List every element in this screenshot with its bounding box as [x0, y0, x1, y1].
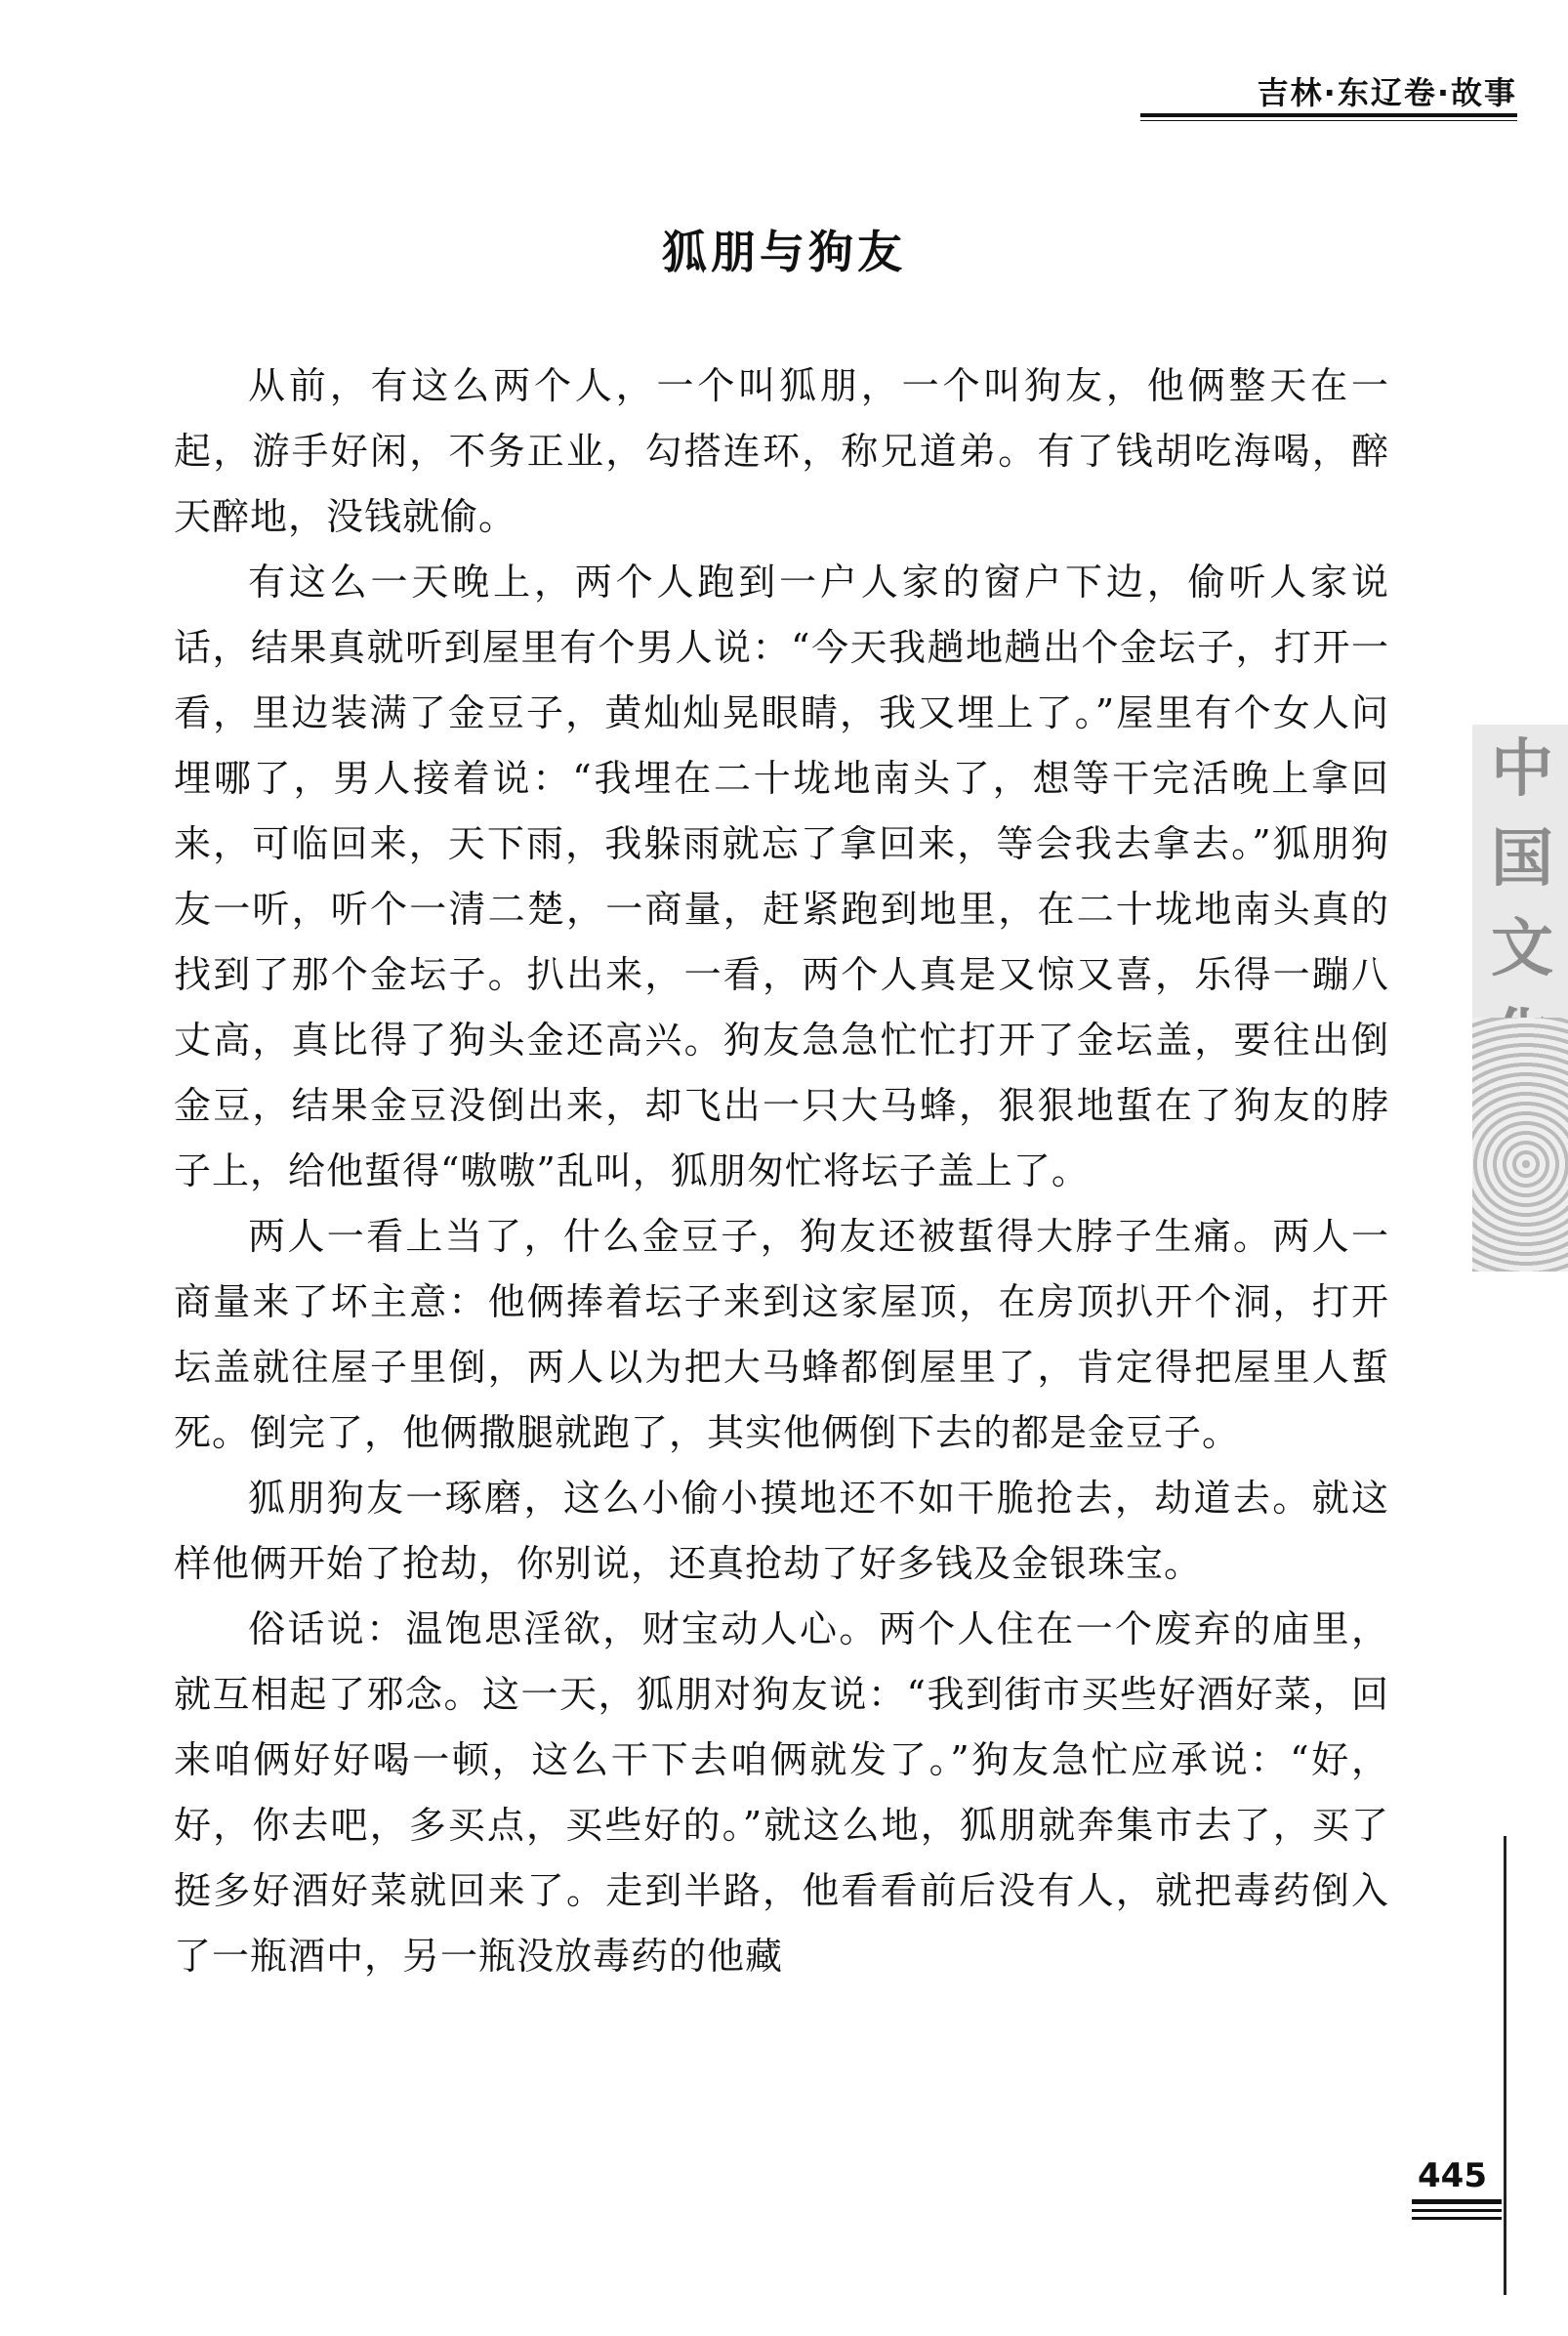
paragraph: 狐朋狗友一琢磨，这么小偷小摸地还不如干脆抢去，劫道去。就这样他俩开始了抢劫，你别说，还真抢劫了好多钱及金银珠宝。: [174, 1477, 1389, 1585]
paragraph: 从前，有这么两个人，一个叫狐朋，一个叫狗友，他俩整天在一起，游手好闲，不务正业，勾搭连环，称兄道弟。有了钱胡吃海喝，醉天醉地，没钱就偷。: [174, 364, 1389, 538]
paragraph: 两人一看上当了，什么金豆子，狗友还被蜇得大脖子生痛。两人一商量来了坏主意：他俩捧着坛子来到这家屋顶，在房顶扒开个洞，打开坛盖就往屋子里倒，两人以为把大马蜂都倒屋里了，肯定得把屋里人蜇死。倒完了，他俩撒腿就跑了，其实他俩倒下去的都是金豆子。: [174, 1215, 1389, 1454]
page-number-rule: [1412, 2217, 1502, 2220]
page-number-rule: [1412, 2209, 1502, 2212]
story-body: [174, 354, 1389, 1989]
header-rule-thin: [1140, 120, 1517, 121]
margin-rule: [1504, 1836, 1506, 2295]
running-header: 吉林·东辽卷·故事: [1257, 74, 1517, 111]
page-number-rule: [1412, 2199, 1502, 2204]
story-title: 狐朋与狗友: [662, 226, 906, 278]
header-rule: [1140, 113, 1517, 117]
ornament-pattern: [1472, 1018, 1568, 1272]
side-tab-glyph: 中国: [1491, 733, 1549, 896]
page-number: 445: [1418, 2156, 1487, 2195]
paragraph: 俗话说：温饱思淫欲，财宝动人心。两个人住在一个废弃的庙里，就互相起了邪念。这一天，狐朋对狗友说：“我到街市买些好酒好菜，回来咱俩好好喝一顿，这么干下去咱俩就发了。”狗友急忙应承说：“好，好，你去吧，多买点，买些好的。”就这么地，狐朋就奔集市去了，买了挺多好酒好菜就回来了。走到半路，他看看前后没有人，就把毒药倒入了一瓶酒中，另一瓶没放毒药的他藏: [174, 1607, 1389, 1978]
side-decoration-tab: [1472, 725, 1568, 1272]
side-tab-glyph: 文: [1491, 913, 1549, 985]
paragraph: 有这么一天晚上，两个人跑到一户人家的窗户下边，偷听人家说话，结果真就听到屋里有个男人说：“今天我趟地趟出个金坛子，打开一看，里边装满了金豆子，黄灿灿晃眼睛，我又埋上了。”屋里有个女人问埋哪了，男人接着说：“我埋在二十垅地南头了，想等干完活晚上拿回来，可临回来，天下雨，我躲雨就忘了拿回来，等会我去拿去。”狐朋狗友一听，听个一清二楚，一商量，赶紧跑到地里，在二十垅地南头真的找到了那个金坛子。扒出来，一看，两个人真是又惊又喜，乐得一蹦八丈高，真比得了狗头金还高兴。狗友急急忙忙打开了金坛盖，要往出倒金豆，结果金豆没倒出来，却飞出一只大马蜂，狠狠地蜇在了狗友的脖子上，给他蜇得“嗷嗷”乱叫，狐朋匆忙将坛子盖上了。: [174, 561, 1389, 1192]
